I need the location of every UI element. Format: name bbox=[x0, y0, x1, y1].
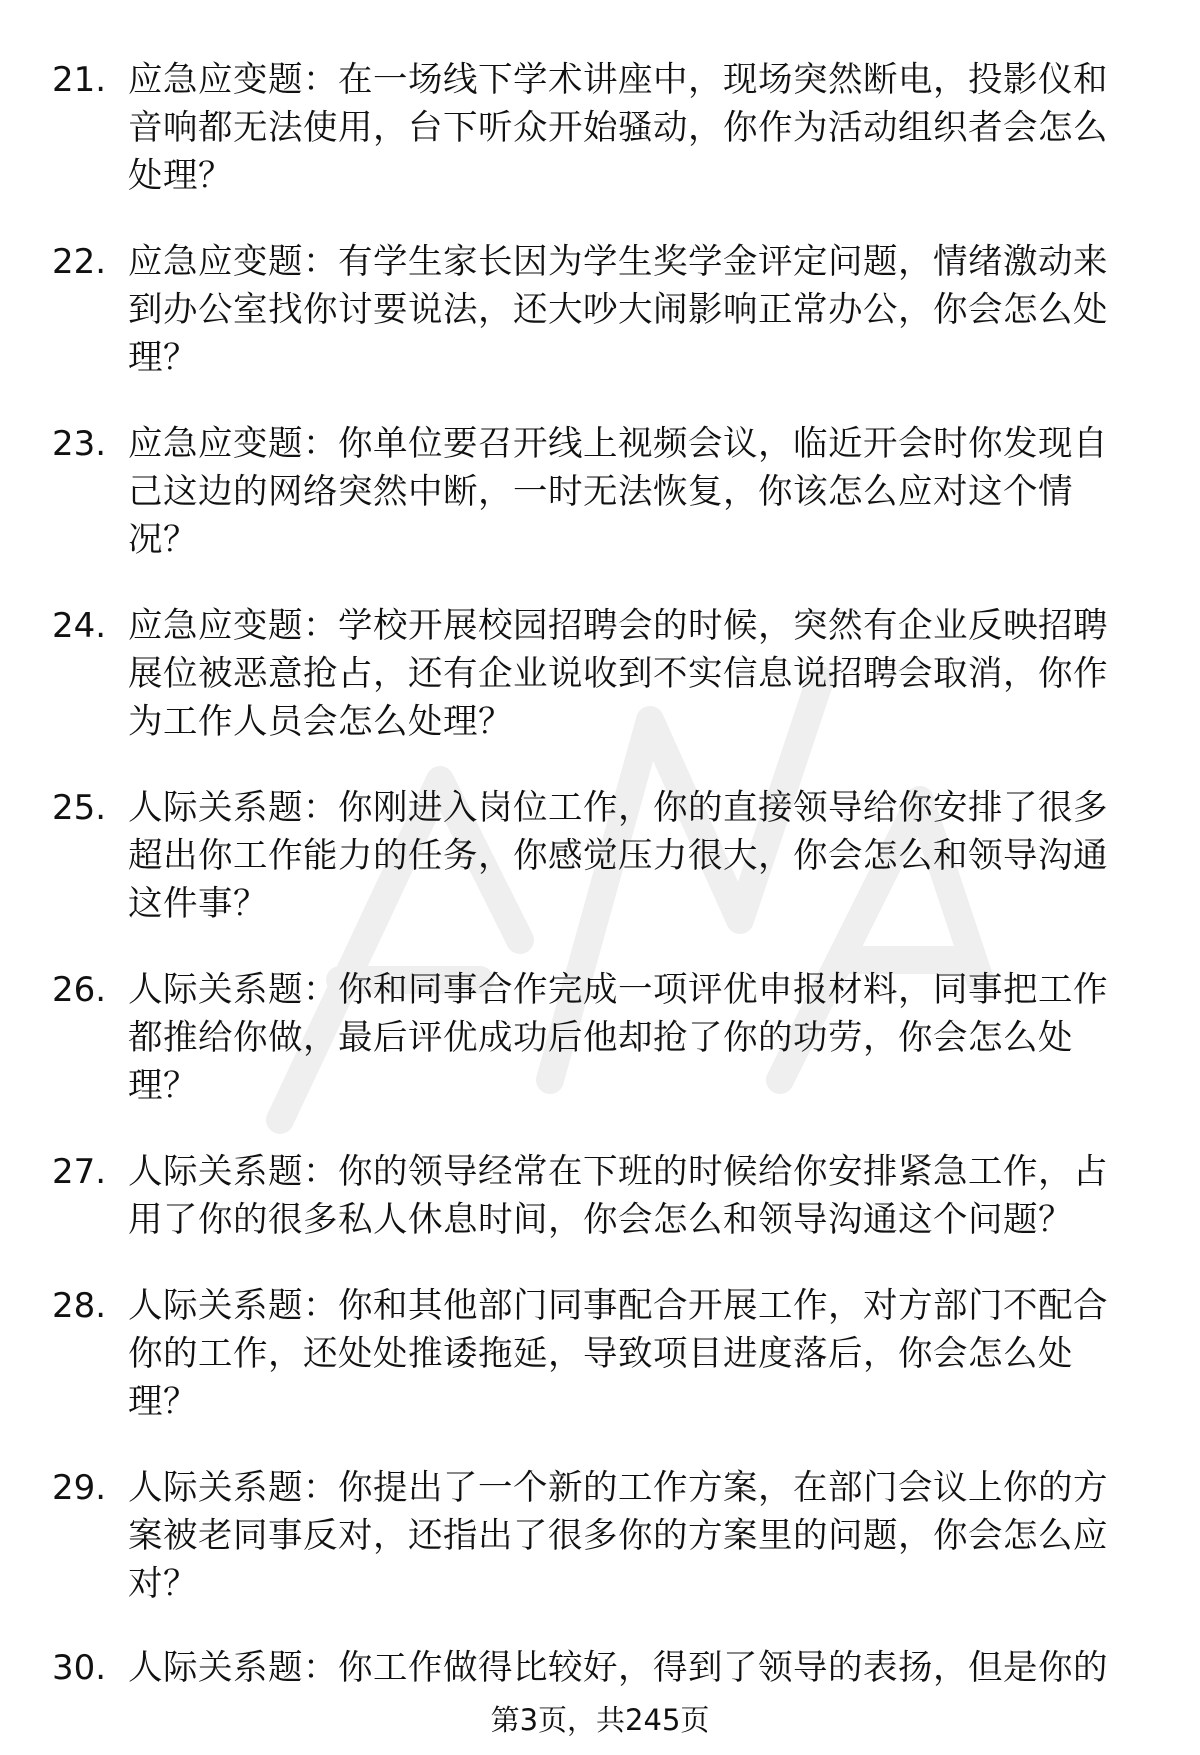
question-text: 应急应变题：有学生家长因为学生奖学金评定问题，情绪激动来到办公室找你讨要说法，还大吵大闹影响正常办公，你会怎么处理？ bbox=[128, 242, 1108, 378]
question-text: 应急应变题：你单位要召开线上视频会议，临近开会时你发现自己这边的网络突然中断，一时无法恢复，你该怎么应对这个情况？ bbox=[128, 424, 1108, 560]
question-number: 23. bbox=[52, 424, 107, 464]
question-number: 21. bbox=[52, 60, 107, 100]
question-text: 应急应变题：在一场线下学术讲座中，现场突然断电，投影仪和音响都无法使用，台下听众开始骚动，你作为活动组织者会怎么处理？ bbox=[128, 60, 1108, 196]
question-text: 人际关系题：你工作做得比较好，得到了领导的表扬，但是你的 bbox=[128, 1648, 1108, 1688]
question-number: 24. bbox=[52, 606, 107, 646]
question-text: 人际关系题：你提出了一个新的工作方案，在部门会议上你的方案被老同事反对，还指出了很多你的方案里的问题，你会怎么应对？ bbox=[128, 1468, 1108, 1604]
question-number: 28. bbox=[52, 1286, 107, 1326]
question-text: 人际关系题：你的领导经常在下班的时候给你安排紧急工作，占用了你的很多私人休息时间，你会怎么和领导沟通这个问题？ bbox=[128, 1152, 1108, 1240]
question-text: 人际关系题：你刚进入岗位工作，你的直接领导给你安排了很多超出你工作能力的任务，你感觉压力很大，你会怎么和领导沟通这件事？ bbox=[128, 788, 1108, 924]
question-number: 25. bbox=[52, 788, 107, 828]
question-number: 30. bbox=[52, 1648, 107, 1688]
question-text: 人际关系题：你和同事合作完成一项评优申报材料，同事把工作都推给你做，最后评优成功后他却抢了你的功劳，你会怎么处理？ bbox=[128, 970, 1108, 1106]
question-text: 人际关系题：你和其他部门同事配合开展工作，对方部门不配合你的工作，还处处推诿拖延，导致项目进度落后，你会怎么处理？ bbox=[128, 1286, 1108, 1422]
question-number: 27. bbox=[52, 1152, 107, 1192]
question-text: 应急应变题：学校开展校园招聘会的时候，突然有企业反映招聘展位被恶意抢占，还有企业说收到不实信息说招聘会取消，你作为工作人员会怎么处理？ bbox=[128, 606, 1108, 742]
question-number: 22. bbox=[52, 242, 107, 282]
question-number: 26. bbox=[52, 970, 107, 1010]
question-number: 29. bbox=[52, 1468, 107, 1508]
page-footer: 第3页，共245页 bbox=[490, 1703, 710, 1737]
